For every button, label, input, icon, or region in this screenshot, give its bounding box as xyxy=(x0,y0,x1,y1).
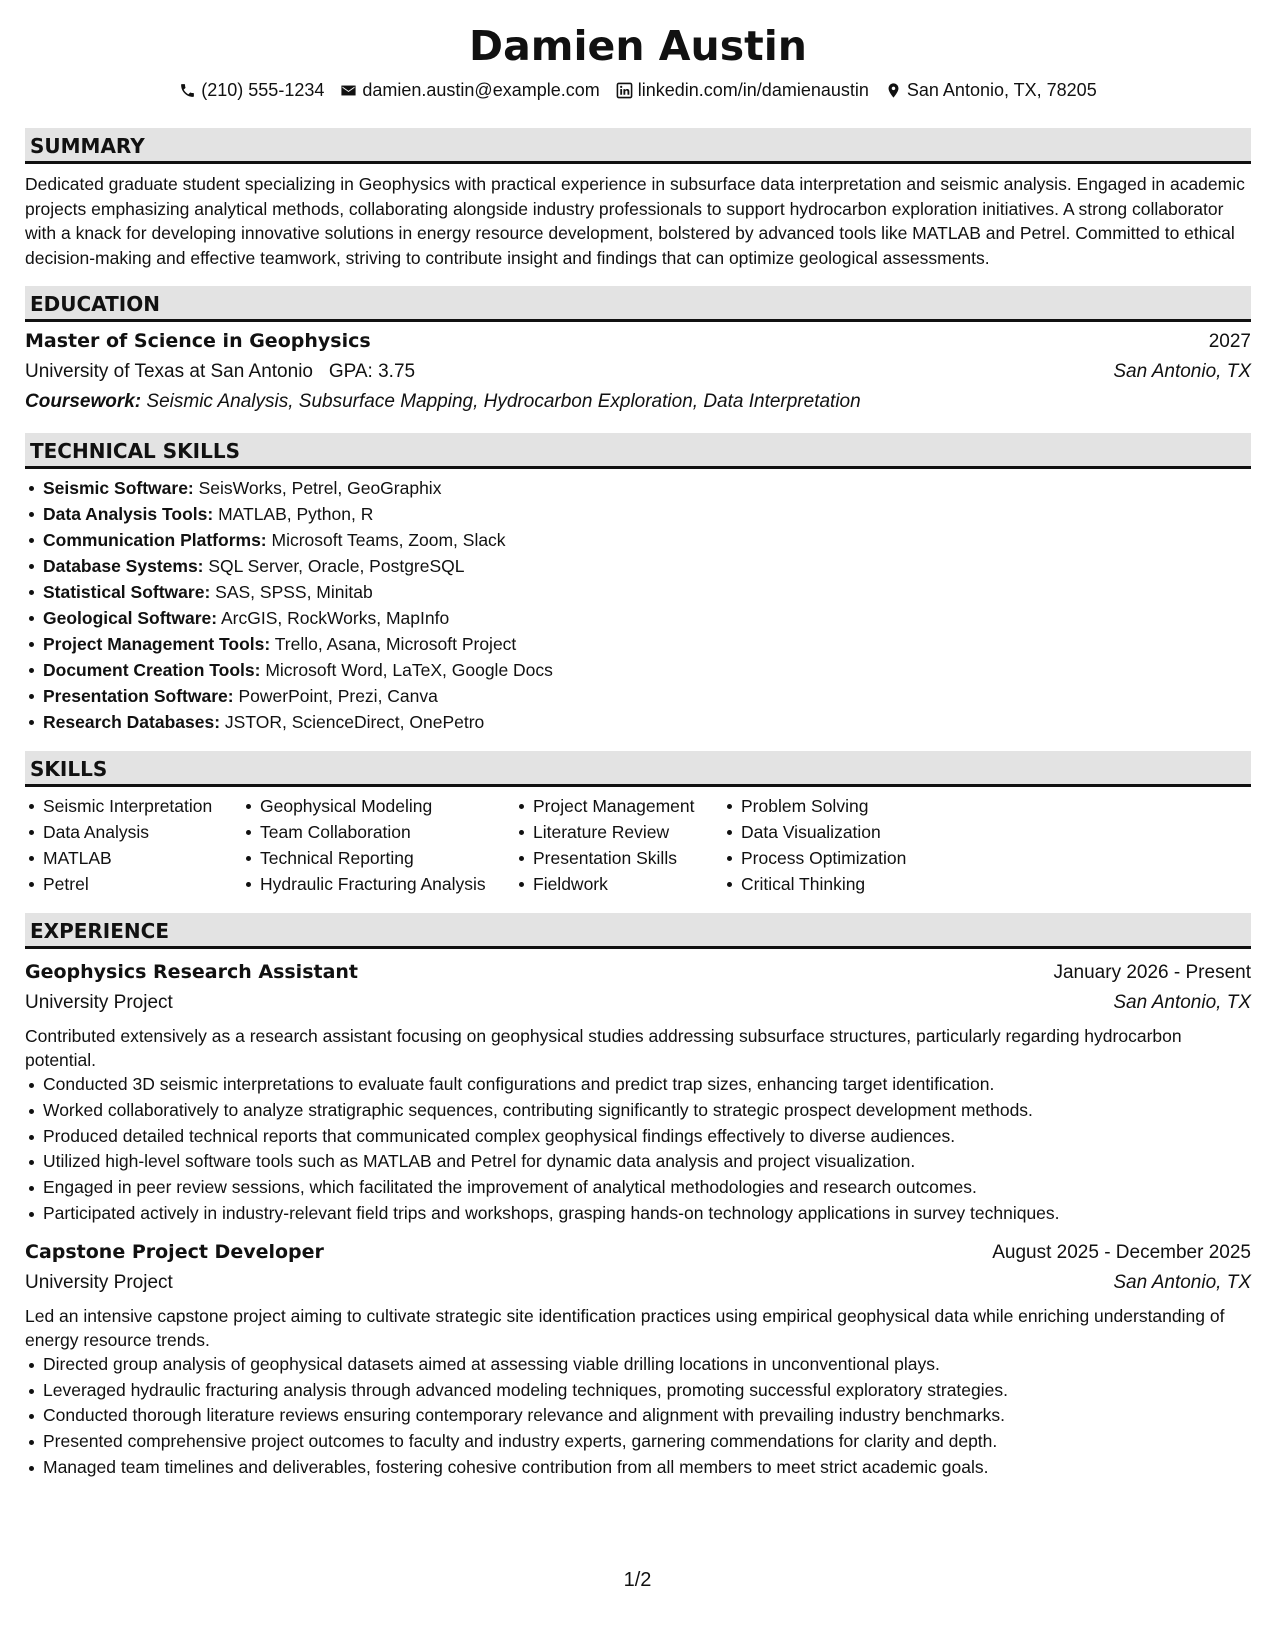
gpa: GPA: 3.75 xyxy=(328,361,416,382)
list-item: Presentation Software: PowerPoint, Prezi, Canva xyxy=(43,683,1251,709)
contact-email[interactable] xyxy=(340,78,599,102)
job-description: Led an intensive capstone project aiming to cultivate strategic site identification practices using empirical geophysical data while enriching understanding of energy resource trends. xyxy=(25,1305,1225,1350)
experience-entry xyxy=(25,1237,1251,1481)
summary-heading: SUMMARY xyxy=(25,128,1251,164)
email-text: damien.austin@example.com xyxy=(362,80,600,100)
list-item: Worked collaboratively to analyze stratigraphic sequences, contributing significantly to strategic prospect development methods. xyxy=(43,1098,1251,1124)
list-item: Statistical Software: SAS, SPSS, Minitab xyxy=(43,579,1251,605)
list-item: Participated actively in industry-relevant field trips and workshops, grasping hands-on technology applications in survey techniques. xyxy=(43,1201,1251,1227)
envelope-icon xyxy=(340,82,357,99)
job-dates: January 2026 - Present xyxy=(1053,962,1251,983)
list-item: MATLAB xyxy=(43,845,242,871)
skills-column-2 xyxy=(242,793,515,897)
list-item: Petrel xyxy=(43,871,242,897)
job-bullets xyxy=(25,1072,1251,1227)
contact-bar xyxy=(25,78,1251,102)
list-item: Geological Software: ArcGIS, RockWorks, MapInfo xyxy=(43,605,1251,631)
contact-phone[interactable] xyxy=(179,78,324,102)
linkedin-text: linkedin.com/in/damienaustin xyxy=(637,80,869,100)
list-item: Conducted thorough literature reviews ensuring contemporary relevance and alignment with prevailing industry benchmarks. xyxy=(43,1403,1251,1429)
list-item: Process Optimization xyxy=(741,845,981,871)
location-text: San Antonio, TX, 78205 xyxy=(906,80,1097,100)
job-org: University Project xyxy=(25,992,173,1013)
school-name: University of Texas at San Antonio xyxy=(25,361,313,382)
skills-grid xyxy=(25,793,1251,897)
list-item: Problem Solving xyxy=(741,793,981,819)
candidate-name: Damien Austin xyxy=(469,22,807,70)
technical-skills-heading: TECHNICAL SKILLS xyxy=(25,433,1251,469)
job-title: Geophysics Research Assistant xyxy=(25,961,359,983)
contact-location xyxy=(885,78,1097,102)
job-dates: August 2025 - December 2025 xyxy=(992,1241,1251,1263)
job-location: San Antonio, TX xyxy=(1113,1271,1251,1293)
list-item: Seismic Interpretation xyxy=(43,793,242,819)
list-item: Project Management Tools: Trello, Asana, Microsoft Project xyxy=(43,631,1251,657)
coursework-line xyxy=(25,387,1251,417)
job-location: San Antonio, TX xyxy=(1113,992,1251,1013)
resume-page xyxy=(25,18,1251,1481)
school-location: San Antonio, TX xyxy=(1113,361,1251,382)
skills-column-1 xyxy=(25,793,242,897)
list-item: Leveraged hydraulic fracturing analysis through advanced modeling techniques, promoting successful exploratory strategies. xyxy=(43,1378,1251,1404)
list-item: Engaged in peer review sessions, which facilitated the improvement of analytical methodologies and research outcomes. xyxy=(43,1175,1251,1201)
coursework-list: Seismic Analysis, Subsurface Mapping, Hydrocarbon Exploration, Data Interpretation xyxy=(146,391,861,412)
contact-linkedin[interactable] xyxy=(616,78,869,102)
list-item: Produced detailed technical reports that communicated complex geophysical findings effectively to diverse audiences. xyxy=(43,1124,1251,1150)
list-item: Team Collaboration xyxy=(260,819,515,845)
list-item: Research Databases: JSTOR, ScienceDirect, OnePetro xyxy=(43,709,1251,735)
experience-entry xyxy=(25,957,1251,1227)
school-line xyxy=(25,357,415,387)
experience-heading: EXPERIENCE xyxy=(25,913,1251,949)
job-bullets xyxy=(25,1352,1251,1481)
graduation-year: 2027 xyxy=(1208,331,1251,352)
list-item: Managed team timelines and deliverables, fostering cohesive contribution from all members to meet strict academic goals. xyxy=(43,1455,1251,1481)
phone-text: (210) 555-1234 xyxy=(201,80,325,100)
list-item: Conducted 3D seismic interpretations to evaluate fault configurations and predict trap sizes, enhancing target identification. xyxy=(43,1072,1251,1098)
job-org: University Project xyxy=(25,1271,173,1293)
list-item: Hydraulic Fracturing Analysis xyxy=(260,871,515,897)
education-heading: EDUCATION xyxy=(25,286,1251,322)
list-item: Utilized high-level software tools such as MATLAB and Petrel for dynamic data analysis and project visualization. xyxy=(43,1149,1251,1175)
list-item: Data Analysis Tools: MATLAB, Python, R xyxy=(43,501,1251,527)
list-item: Project Management xyxy=(533,793,723,819)
list-item: Document Creation Tools: Microsoft Word, LaTeX, Google Docs xyxy=(43,657,1251,683)
list-item: Geophysical Modeling xyxy=(260,793,515,819)
job-description: Contributed extensively as a research assistant focusing on geophysical studies addressing subsurface structures, particularly regarding hydrocarbon potential. xyxy=(25,1026,1182,1070)
list-item: Data Visualization xyxy=(741,819,981,845)
skills-column-4 xyxy=(723,793,981,897)
list-item: Presentation Skills xyxy=(533,845,723,871)
technical-skills-list xyxy=(25,475,1251,735)
education-entry xyxy=(25,326,1251,417)
skills-column-3 xyxy=(515,793,723,897)
list-item: Communication Platforms: Microsoft Teams, Zoom, Slack xyxy=(43,527,1251,553)
list-item: Critical Thinking xyxy=(741,871,981,897)
linkedin-icon xyxy=(616,82,633,99)
list-item: Technical Reporting xyxy=(260,845,515,871)
list-item: Data Analysis xyxy=(43,819,242,845)
page-number: 1/2 xyxy=(623,1569,652,1591)
coursework-label: Coursework: xyxy=(25,391,142,412)
list-item: Presented comprehensive project outcomes to faculty and industry experts, garnering commendations for clarity and depth. xyxy=(43,1429,1251,1455)
skills-heading: SKILLS xyxy=(25,751,1251,787)
map-pin-icon xyxy=(885,82,902,99)
job-title: Capstone Project Developer xyxy=(25,1240,324,1263)
list-item: Literature Review xyxy=(533,819,723,845)
list-item: Database Systems: SQL Server, Oracle, PostgreSQL xyxy=(43,553,1251,579)
phone-icon xyxy=(179,82,196,99)
list-item: Directed group analysis of geophysical datasets aimed at assessing viable drilling locations in unconventional plays. xyxy=(43,1352,1251,1378)
degree-title: Master of Science in Geophysics xyxy=(25,330,371,352)
list-item: Fieldwork xyxy=(533,871,723,897)
list-item: Seismic Software: SeisWorks, Petrel, GeoGraphix xyxy=(43,475,1251,501)
summary-text: Dedicated graduate student specializing in Geophysics with practical experience in subsurface data interpretation and seismic analysis. Engaged in academic projects emphasizing analytical methods, collaborating alongside industry professionals to support hydrocarbon exploration initiatives. A strong collaborator with a knack for developing innovative solutions in energy resource development, bolstered by advanced tools like MATLAB and Petrel. Committed to ethical decision-making and effective teamwork, striving to contribute insight and findings that can optimize geological assessments. xyxy=(25,174,1245,268)
